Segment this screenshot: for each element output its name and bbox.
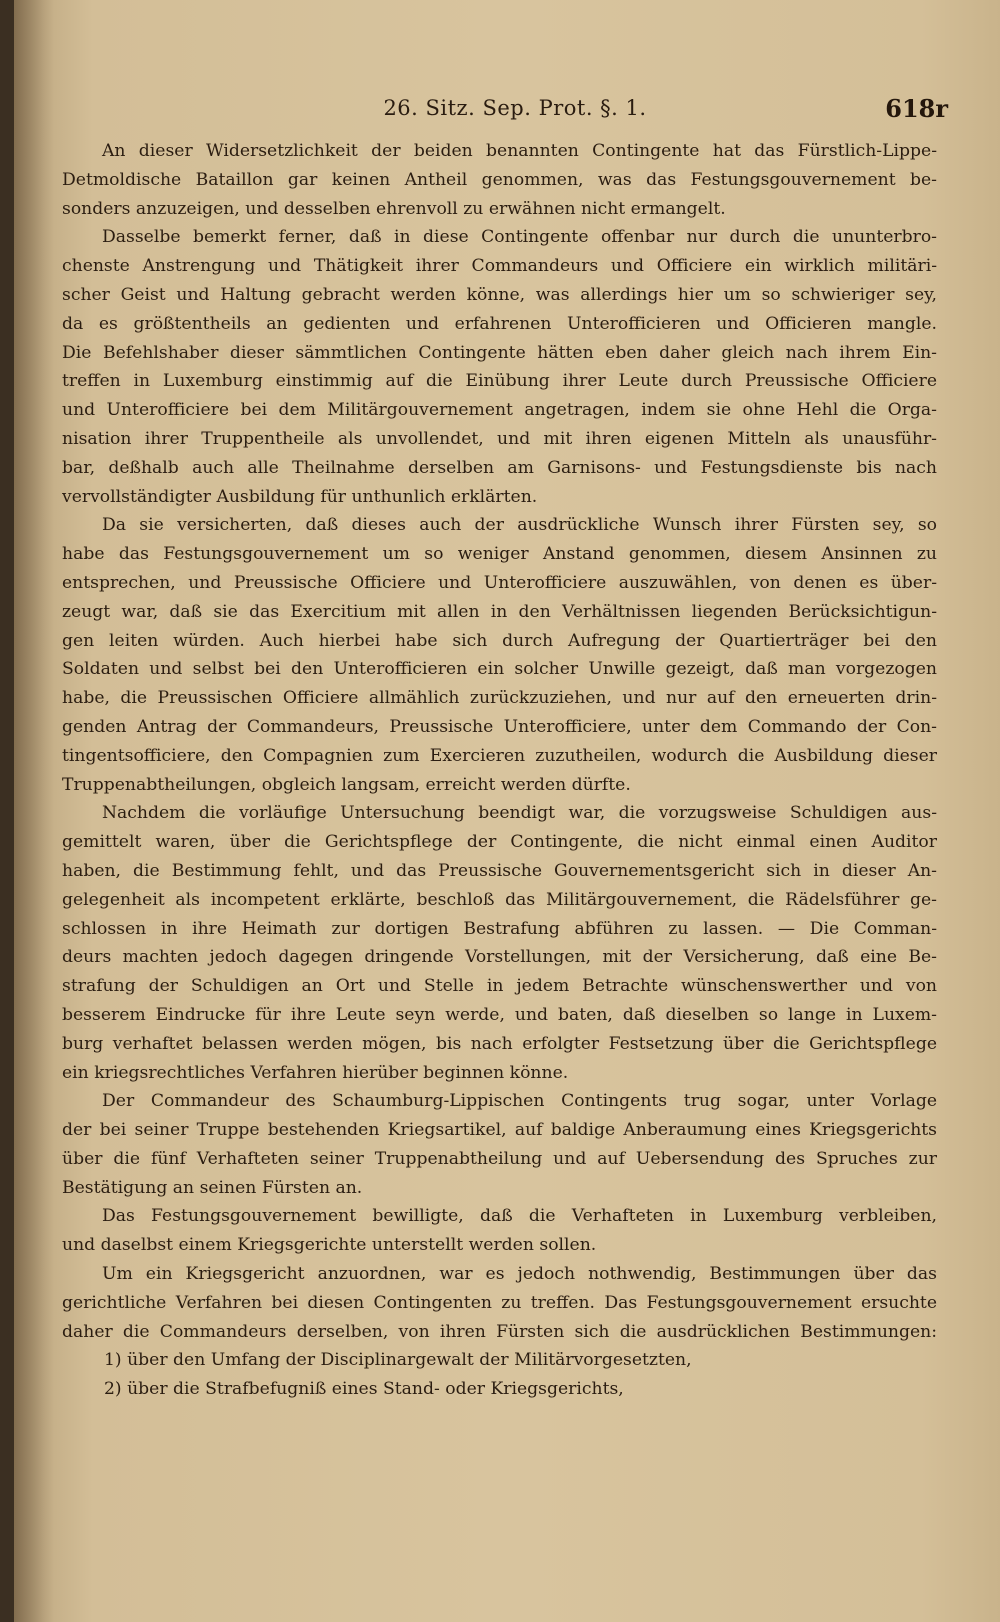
text-line: schlossen in ihre Heimath zur dortigen Bestrafung abführen zu lassen. — Die Comman-: [62, 918, 937, 939]
text-line: vervollständigter Ausbildung für unthunlich erklärten.: [62, 486, 538, 507]
text-line: zeugt war, daß sie das Exercitium mit allen in den Verhältnissen liegenden Berücksichtigun-: [62, 601, 937, 622]
text-line: entsprechen, und Preussische Officiere und Unterofficiere auszuwählen, von denen es über-: [62, 572, 937, 593]
text-line: Dasselbe bemerkt ferner, daß in diese Contingente offenbar nur durch die ununterbro-: [102, 227, 937, 248]
text-line: Bestätigung an seinen Fürsten an.: [62, 1177, 363, 1198]
text-line: Da sie versicherten, daß dieses auch der ausdrückliche Wunsch ihrer Fürsten sey, so: [102, 515, 937, 536]
text-line: Detmoldische Bataillon gar keinen Antheil genommen, was das Festungsgouvernement be-: [62, 169, 937, 190]
text-line: haben, die Bestimmung fehlt, und das Preussische Gouvernementsgericht sich in dieser An-: [62, 860, 937, 881]
text-line: besserem Eindrucke für ihre Leute seyn werde, und baten, daß dieselben so lange in Luxem-: [62, 1004, 937, 1025]
page-number: 618r: [885, 94, 948, 123]
text-line: gemittelt waren, über die Gerichtspflege der Contingente, die nicht einmal einen Auditor: [62, 832, 937, 853]
text-line: bar, deßhalb auch alle Theilnahme derselben am Garnisons- und Festungsdienste bis nach: [62, 457, 937, 478]
page-gutter-shadow: [14, 0, 54, 1622]
text-line: gelegenheit als incompetent erklärte, beschloß das Militärgouvernement, die Rädelsführer ge-: [62, 889, 937, 910]
text-line: deurs machten jedoch dagegen dringende Vorstellungen, mit der Versicherung, daß eine Be-: [62, 947, 937, 968]
text-line: und daselbst einem Kriegsgerichte unterstellt werden sollen.: [62, 1235, 597, 1256]
text-line: habe das Festungsgouvernement um so weniger Anstand genommen, diesem Ansinnen zu: [62, 544, 937, 565]
text-line: strafung der Schuldigen an Ort und Stelle in jedem Betrachte wünschenswerther und von: [62, 976, 937, 997]
text-line: 1) über den Umfang der Disciplinargewalt der Militärvorgesetzten,: [104, 1350, 692, 1371]
text-line: tingentsofficiere, den Compagnien zum Exercieren zuzutheilen, wodurch die Ausbildung dieser: [62, 745, 937, 766]
text-line: und Unterofficiere bei dem Militärgouvernement angetragen, indem sie ohne Hehl die Orga-: [62, 400, 937, 421]
text-line: Nachdem die vorläufige Untersuchung beendigt war, die vorzugsweise Schuldigen aus-: [102, 803, 937, 824]
text-line: treffen in Luxemburg einstimmig auf die Einübung ihrer Leute durch Preussische Officiere: [62, 371, 937, 392]
text-line: scher Geist und Haltung gebracht werden könne, was allerdings hier um so schwieriger sey,: [62, 284, 937, 305]
text-line: Der Commandeur des Schaumburg-Lippischen Contingents trug sogar, unter Vorlage: [102, 1091, 937, 1112]
text-line: ein kriegsrechtliches Verfahren hierüber beginnen könne.: [62, 1062, 569, 1083]
text-line: der bei seiner Truppe bestehenden Kriegsartikel, auf baldige Anberaumung eines Kriegsgerichts: [62, 1120, 937, 1141]
text-line: genden Antrag der Commandeurs, Preussische Unterofficiere, unter dem Commando der Con-: [62, 716, 937, 737]
text-line: Soldaten und selbst bei den Unterofficieren ein solcher Unwille gezeigt, daß man vorgezogen: [62, 659, 937, 680]
text-line: über die fünf Verhafteten seiner Truppenabtheilung und auf Uebersendung des Spruches zur: [62, 1148, 937, 1169]
page-header: [60, 96, 970, 136]
text-line: burg verhaftet belassen werden mögen, bis nach erfolgter Festsetzung über die Gerichtspflege: [62, 1033, 937, 1054]
text-line: sonders anzuzeigen, und desselben ehrenvoll zu erwähnen nicht ermangelt.: [62, 198, 726, 219]
text-line: An dieser Widersetzlichkeit der beiden benannten Contingente hat das Fürstlich-Lippe-: [102, 141, 937, 161]
text-line: Das Festungsgouvernement bewilligte, daß die Verhafteten in Luxemburg verbleiben,: [102, 1206, 937, 1227]
running-head: 26. Sitz. Sep. Prot. §. 1.: [383, 96, 647, 120]
text-line: nisation ihrer Truppentheile als unvollendet, und mit ihren eigenen Mitteln als unausführ-: [62, 428, 937, 449]
text-line: Um ein Kriegsgericht anzuordnen, war es jedoch nothwendig, Bestimmungen über das: [102, 1264, 937, 1285]
text-line: gerichtliche Verfahren bei diesen Contingenten zu treffen. Das Festungsgouvernement ersuchte: [62, 1292, 937, 1313]
text-line: habe, die Preussischen Officiere allmählich zurückzuziehen, und nur auf den erneuerten drin-: [62, 688, 937, 709]
text-line: 2) über die Strafbefugniß eines Stand- oder Kriegsgerichts,: [104, 1379, 624, 1400]
text-line: da es größtentheils an gedienten und erfahrenen Unterofficieren und Officieren mangle.: [62, 313, 937, 334]
text-line: chenste Anstrengung und Thätigkeit ihrer Commandeurs und Officiere ein wirklich militäri-: [62, 256, 937, 277]
body-text: [62, 137, 937, 1404]
text-line: daher die Commandeurs derselben, von ihren Fürsten sich die ausdrücklichen Bestimmungen:: [62, 1321, 937, 1342]
text-line: Truppenabtheilungen, obgleich langsam, erreicht werden dürfte.: [62, 774, 631, 795]
text-line: Die Befehlshaber dieser sämmtlichen Contingente hätten eben daher gleich nach ihrem Ein-: [62, 342, 937, 363]
text-line: gen leiten würden. Auch hierbei habe sich durch Aufregung der Quartierträger bei den: [62, 630, 937, 651]
